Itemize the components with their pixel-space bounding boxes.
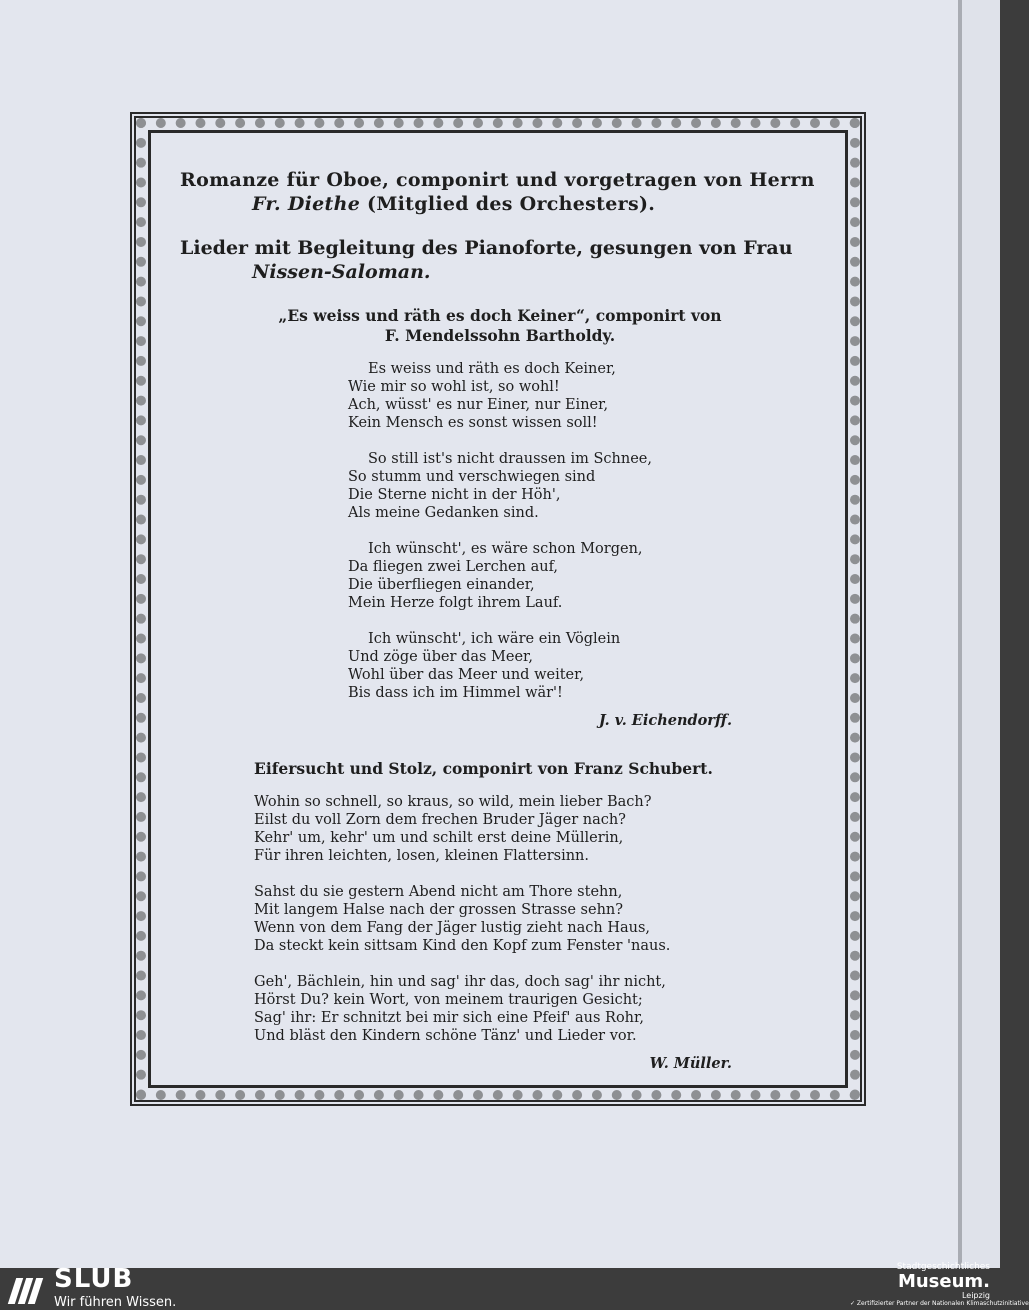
song1-stanza-2 (348, 450, 820, 522)
poem-line: Die Sterne nicht in der Höh', (348, 487, 561, 503)
poem-line: Eilst du voll Zorn dem frechen Bruder Jäger nach? (254, 812, 626, 828)
song1-stanza-4 (348, 630, 820, 702)
song1-poem (180, 360, 820, 702)
adjacent-page-edge (962, 0, 1000, 1268)
poem-line: Ach, wüsst' es nur Einer, nur Einer, (348, 397, 609, 413)
song2-stanza-1 (254, 793, 820, 865)
romanze-heading (180, 168, 820, 216)
museum-logo[interactable] (850, 1262, 1029, 1308)
poem-line: Da steckt kein sittsam Kind den Kopf zum Fenster 'naus. (254, 938, 671, 954)
song1-composer: F. Mendelssohn Bartholdy. (384, 326, 616, 345)
poem-line: Als meine Gedanken sind. (348, 505, 539, 521)
romanze-heading-line1: Romanze für Oboe, componirt und vorgetragen von Herrn (180, 169, 815, 191)
song2-stanza-3 (254, 973, 820, 1045)
song2-poem (180, 793, 820, 1045)
museum-line1: Stadtgeschichtliches (896, 1262, 990, 1272)
museum-line2: Museum. (897, 1271, 990, 1292)
romanze-heading-line2 (180, 192, 820, 216)
program-content (180, 168, 820, 1072)
poem-line: So still ist's nicht draussen im Schnee, (368, 451, 652, 467)
poem-line: Sahst du sie gestern Abend nicht am Thore stehn, (254, 884, 623, 900)
slub-mark-icon (12, 1278, 46, 1304)
song1-stanza-3 (348, 540, 820, 612)
poem-line: Wenn von dem Fang der Jäger lustig zieht nach Haus, (254, 920, 651, 936)
song2-stanza-2 (254, 883, 820, 955)
museum-line4: ✓ Zertifizierter Partner der Nationalen Klimaschutzinitiative (850, 1300, 1029, 1307)
song1-stanza-1 (348, 360, 820, 432)
poem-line: Und bläst den Kindern schöne Tänz' und Lieder vor. (254, 1028, 637, 1044)
poem-line: Wohin so schnell, so kraus, so wild, mein lieber Bach? (254, 794, 652, 810)
performer-name: Fr. Diethe (252, 193, 361, 215)
poem-line: Kehr' um, kehr' um und schilt erst deine Müllerin, (254, 830, 624, 846)
poem-line: Und zöge über das Meer, (348, 649, 533, 665)
song1-author: J. v. Eichendorff. (598, 712, 732, 729)
poem-line: Wohl über das Meer und weiter, (348, 667, 585, 683)
song1-title (180, 306, 820, 346)
poem-line: Ich wünscht', es wäre schon Morgen, (368, 541, 643, 557)
singer-name: Nissen-Saloman. (252, 261, 431, 283)
poem-line: Da fliegen zwei Lerchen auf, (348, 559, 559, 575)
poem-line: Es weiss und räth es doch Keiner, (368, 361, 616, 377)
performer-role: (Mitglied des Orchesters). (360, 193, 656, 215)
poem-line: Mein Herze folgt ihrem Lauf. (348, 595, 563, 611)
poem-line: Bis dass ich im Himmel wär'! (348, 685, 563, 701)
poem-line: Die überfliegen einander, (348, 577, 535, 593)
slub-name: SLUB (54, 1264, 134, 1294)
poem-line: Wie mir so wohl ist, so wohl! (348, 379, 560, 395)
song2-title: Eifersucht und Stolz, componirt von Franz Schubert. (254, 759, 713, 778)
song2-author: W. Müller. (649, 1055, 732, 1072)
lieder-heading-line1: Lieder mit Begleitung des Pianoforte, gesungen von Frau (180, 237, 793, 259)
poem-line: Kein Mensch es sonst wissen soll! (348, 415, 598, 431)
lieder-heading (180, 236, 820, 284)
poem-line: Geh', Bächlein, hin und sag' ihr das, doch sag' ihr nicht, (254, 974, 666, 990)
museum-line3: Leipzig (961, 1291, 990, 1300)
poem-line: Für ihren leichten, losen, kleinen Flattersinn. (254, 848, 589, 864)
poem-line: Hörst Du? kein Wort, von meinem traurigen Gesicht; (254, 992, 643, 1008)
poem-line: Ich wünscht', ich wäre ein Vöglein (368, 631, 621, 647)
song1-title-line1: „Es weiss und räth es doch Keiner“, componirt von (278, 306, 722, 325)
slub-tagline: Wir führen Wissen. (54, 1295, 177, 1310)
poem-line: Sag' ihr: Er schnitzt bei mir sich eine Pfeif' aus Rohr, (254, 1010, 644, 1026)
poem-line: So stumm und verschwiegen sind (348, 469, 596, 485)
poem-line: Mit langem Halse nach der grossen Strasse sehn? (254, 902, 624, 918)
